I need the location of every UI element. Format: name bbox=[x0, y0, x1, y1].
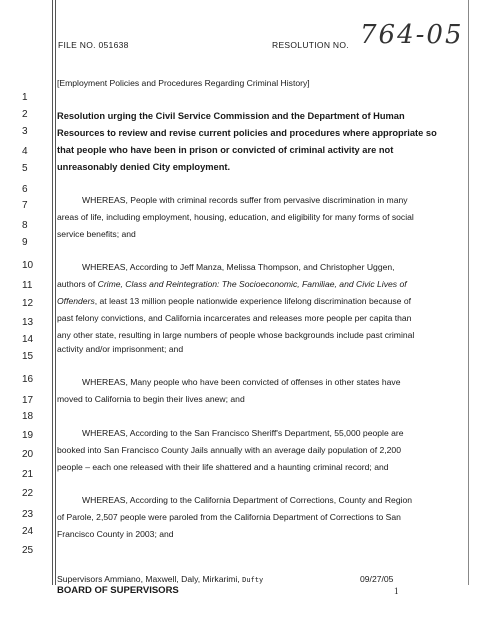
line-number: 4 bbox=[22, 146, 28, 157]
sponsor-handwritten: Dufty bbox=[242, 576, 264, 584]
line-number: 8 bbox=[22, 220, 28, 231]
whereas-3-line: WHEREAS, Many people who have been convicted of offenses in other states have bbox=[82, 377, 401, 387]
line-number: 6 bbox=[22, 184, 28, 195]
line-number: 14 bbox=[22, 334, 34, 345]
book-title: Crime, Class and Reintegration: The Socioeconomic, Familiae, and Civic Lives of bbox=[97, 279, 407, 289]
whereas-2-text: authors of bbox=[57, 279, 98, 289]
page-number: 1 bbox=[394, 586, 399, 596]
book-title-cont: Offenders bbox=[57, 296, 95, 306]
line-number: 7 bbox=[22, 200, 28, 211]
whereas-4-line: booked into San Francisco County Jails annually with an average daily population of 2,200 bbox=[57, 445, 401, 455]
line-number: 5 bbox=[22, 163, 28, 174]
sponsors: Supervisors Ammiano, Maxwell, Daly, Mirkarimi, bbox=[57, 574, 240, 584]
line-number: 16 bbox=[22, 374, 34, 385]
whereas-1-line: service benefits; and bbox=[57, 229, 136, 239]
whereas-2-line: activity and/or imprisonment; and bbox=[57, 344, 184, 354]
title-line: unreasonably denied City employment. bbox=[57, 162, 231, 172]
footer-date: 09/27/05 bbox=[360, 574, 394, 584]
board-of-supervisors: BOARD OF SUPERVISORS bbox=[57, 585, 179, 596]
line-number: 9 bbox=[22, 237, 28, 248]
whereas-1-line: WHEREAS, People with criminal records suffer from pervasive discrimination in many bbox=[82, 195, 408, 205]
line-number: 12 bbox=[22, 298, 34, 309]
title-line: Resources to review and revise current policies and procedures where appropriate so bbox=[57, 128, 437, 138]
whereas-2-line: any other state, resulting in large numbers of people whose backgrounds include past criminal bbox=[57, 330, 415, 340]
line-number: 25 bbox=[22, 545, 34, 556]
left-margin-rule bbox=[52, 0, 53, 585]
line-number: 17 bbox=[22, 395, 34, 406]
whereas-5-line: of Parole, 2,507 people were paroled from the California Department of Corrections to San bbox=[57, 512, 401, 522]
whereas-2-line: past felony convictions, and California incarcerates and releases more people per capita than bbox=[57, 313, 412, 323]
right-margin-rule bbox=[468, 0, 469, 585]
line-number: 21 bbox=[22, 469, 34, 480]
line-number: 18 bbox=[22, 411, 34, 422]
whereas-2-line bbox=[57, 296, 467, 306]
file-number: FILE NO. 051638 bbox=[58, 40, 129, 50]
resolution-subject: [Employment Policies and Procedures Regarding Criminal History] bbox=[57, 78, 310, 88]
line-number: 23 bbox=[22, 509, 34, 520]
title-line: that people who have been in prison or convicted of criminal activity are not bbox=[57, 145, 394, 155]
whereas-1-line: areas of life, including employment, housing, education, and eligibility for many forms of social bbox=[57, 212, 414, 222]
whereas-5-line: Francisco County in 2003; and bbox=[57, 529, 174, 539]
line-number: 11 bbox=[22, 280, 33, 291]
whereas-2-line bbox=[57, 279, 467, 289]
line-number: 3 bbox=[22, 126, 28, 137]
whereas-5-line: WHEREAS, According to the California Department of Corrections, County and Region bbox=[82, 495, 413, 505]
left-margin-rule-inner bbox=[55, 0, 56, 585]
line-number: 13 bbox=[22, 317, 34, 328]
line-number: 22 bbox=[22, 488, 34, 499]
whereas-2-line: WHEREAS, According to Jeff Manza, Melissa Thompson, and Christopher Uggen, bbox=[82, 262, 395, 272]
line-number: 1 bbox=[22, 92, 28, 103]
line-number: 10 bbox=[22, 260, 34, 271]
line-number: 2 bbox=[22, 109, 28, 120]
resolution-number-handwritten: 764-05 bbox=[360, 20, 464, 50]
whereas-4-line: people – each one released with their life shattered and a haunting criminal record; and bbox=[57, 462, 389, 472]
line-number: 24 bbox=[22, 526, 34, 537]
whereas-3-line: moved to California to begin their lives anew; and bbox=[57, 394, 245, 404]
whereas-4-line: WHEREAS, According to the San Francisco Sheriff's Department, 55,000 people are bbox=[82, 428, 404, 438]
sponsors-line bbox=[57, 574, 263, 584]
line-number: 20 bbox=[22, 449, 34, 460]
title-line: Resolution urging the Civil Service Commission and the Department of Human bbox=[57, 111, 405, 121]
resolution-number-label: RESOLUTION NO. bbox=[272, 40, 349, 50]
line-number: 19 bbox=[22, 430, 34, 441]
line-number: 15 bbox=[22, 351, 34, 362]
whereas-2-text: , at least 13 million people nationwide experience lifelong discrimination because of bbox=[94, 296, 411, 306]
